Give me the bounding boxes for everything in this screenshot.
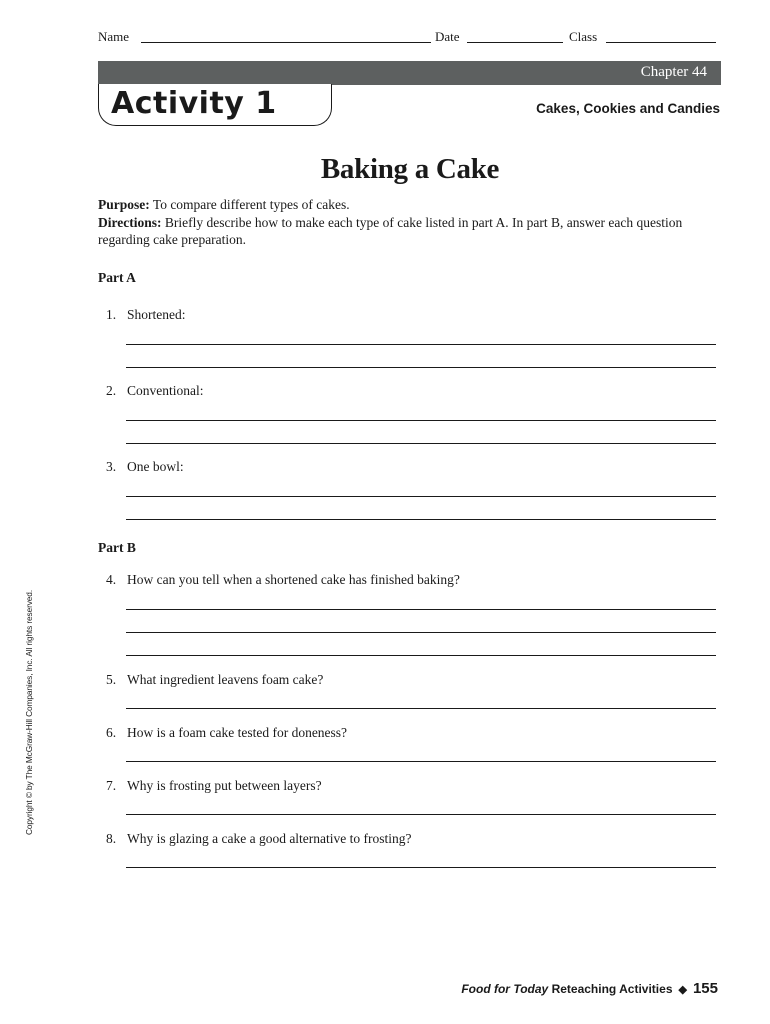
date-field[interactable] [467, 42, 563, 43]
question-1 [106, 307, 186, 323]
date-label: Date [435, 29, 460, 44]
answer-line[interactable] [126, 761, 716, 762]
name-label: Name [98, 29, 130, 44]
activity-tab [98, 84, 332, 126]
purpose-paragraph [98, 196, 718, 213]
question-number: 2. [106, 383, 117, 398]
footer-series: Reteaching Activities [551, 982, 673, 996]
answer-line[interactable] [126, 609, 716, 610]
question-number: 5. [106, 672, 117, 687]
copyright-notice: Copyright © by The McGraw-Hill Companies, Inc. All rights reserved. [24, 589, 34, 835]
purpose-label: Purpose: [98, 197, 150, 212]
question-text: Conventional: [127, 383, 204, 398]
question-text: How can you tell when a shortened cake has finished baking? [127, 572, 460, 587]
name-field[interactable] [141, 42, 431, 43]
directions-label: Directions: [98, 215, 162, 230]
question-8 [106, 831, 412, 847]
question-text: What ingredient leavens foam cake? [127, 672, 324, 687]
question-6 [106, 725, 347, 741]
question-2 [106, 383, 204, 399]
part-b-heading: Part B [98, 540, 136, 555]
purpose-text: To compare different types of cakes. [152, 197, 350, 212]
question-number: 6. [106, 725, 117, 740]
answer-line[interactable] [126, 420, 716, 421]
answer-line[interactable] [126, 344, 716, 345]
directions-text: Briefly describe how to make each type of cake listed in part A. In part B, answer each question regarding cake preparation. [98, 215, 683, 247]
answer-line[interactable] [126, 443, 716, 444]
question-text: Why is glazing a cake a good alternative to frosting? [127, 831, 412, 846]
answer-line[interactable] [126, 519, 716, 520]
answer-line[interactable] [126, 655, 716, 656]
answer-line[interactable] [126, 867, 716, 868]
part-a-heading: Part A [98, 270, 136, 285]
answer-line[interactable] [126, 496, 716, 497]
question-text: Why is frosting put between layers? [127, 778, 322, 793]
footer-book-title: Food for Today [461, 982, 549, 996]
question-5 [106, 672, 323, 688]
question-text: One bowl: [127, 459, 184, 474]
answer-line[interactable] [126, 632, 716, 633]
question-3 [106, 459, 184, 475]
question-number: 7. [106, 778, 117, 793]
answer-line[interactable] [126, 814, 716, 815]
directions-paragraph [98, 214, 718, 248]
page-number: 155 [692, 980, 718, 997]
page-title: Baking a Cake [320, 153, 500, 185]
diamond-icon: ◆ [678, 984, 687, 996]
class-field[interactable] [606, 42, 716, 43]
chapter-band [98, 61, 721, 85]
question-number: 1. [106, 307, 117, 322]
answer-line[interactable] [126, 708, 716, 709]
question-text: How is a foam cake tested for doneness? [127, 725, 348, 740]
question-7 [106, 778, 322, 794]
activity-label: Activity 1 [111, 86, 277, 121]
question-4 [106, 572, 460, 588]
chapter-label: Chapter 44 [640, 64, 707, 80]
page-footer [461, 980, 718, 997]
answer-line[interactable] [126, 367, 716, 368]
question-text: Shortened: [127, 307, 186, 322]
chapter-subtitle: Cakes, Cookies and Candies [536, 101, 720, 116]
question-number: 3. [106, 459, 117, 474]
class-label: Class [569, 29, 598, 44]
question-number: 8. [106, 831, 117, 846]
question-number: 4. [106, 572, 117, 587]
